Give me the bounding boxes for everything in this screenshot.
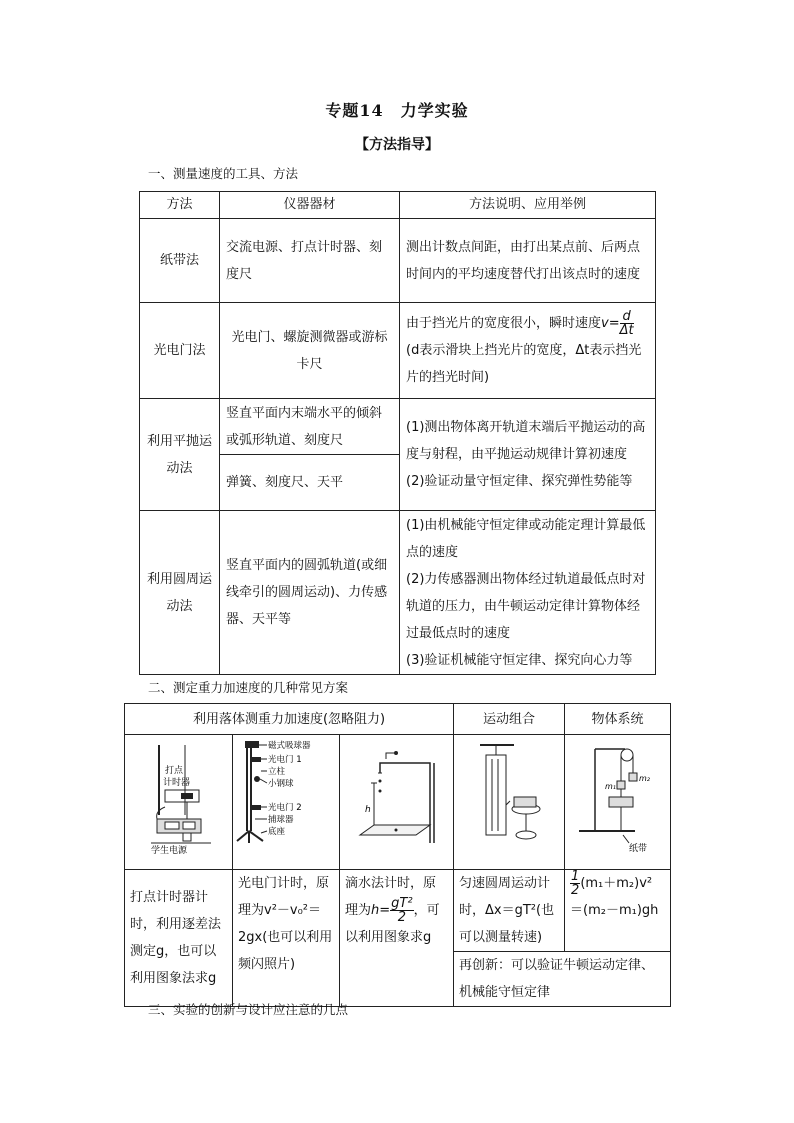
header-motion-combo: 运动组合 <box>454 704 565 735</box>
section-1-heading: 一、测量速度的工具、方法 <box>148 166 299 181</box>
table-row <box>140 303 656 399</box>
fraction: $\frac{d}{\Delta t}$ <box>619 309 634 338</box>
table-row <box>140 399 656 455</box>
equipment-cell: 光电门、螺旋测微器或游标卡尺 <box>220 303 400 399</box>
velocity-methods-table <box>139 191 656 675</box>
description-cell: (1)由机械能守恒定律或动能定理计算最低点的速度 (2)力传感器测出物体经过轨道最低点时对轨道的压力，由牛顿运动定律计算物体经过最低点时的速度 (3)验证机械能守恒定律、探究向心力等 <box>400 511 656 675</box>
label-ball-catcher: 捕球器 <box>268 815 294 825</box>
scheme-desc-system: $\frac{1}{2}$ (m₁＋m₂)v²＝(m₂－m₁)gh <box>565 870 671 952</box>
header-object-system: 物体系统 <box>565 704 671 735</box>
label-m2: m₂ <box>639 774 651 783</box>
ticker-timer-diagram <box>125 735 233 870</box>
method-cell: 光电门法 <box>140 303 220 399</box>
section-3-heading: 三、实验的创新与设计应注意的几点 <box>148 1002 349 1017</box>
label-steel-ball: 小钢球 <box>268 779 294 789</box>
photogate-diagram <box>233 735 340 870</box>
label-paper-tape: 纸带 <box>629 844 648 854</box>
water-drop-diagram <box>340 735 454 870</box>
page-title: 专题14 力学实验 <box>325 101 469 120</box>
section-subtitle: 【方法指导】 <box>355 137 439 153</box>
equipment-cell: 竖直平面内的圆弧轨道(或细线牵引的圆周运动)、力传感器、天平等 <box>220 511 400 675</box>
table-header-row <box>125 704 671 735</box>
header-description: 方法说明、应用举例 <box>400 192 656 219</box>
method-cell: 纸带法 <box>140 219 220 303</box>
table-header-row <box>140 192 656 219</box>
innovation-note: 再创新：可以验证牛顿运动定律、机械能守恒定律 <box>454 952 671 1007</box>
description-cell: 测出计数点间距，由打出某点前、后两点时间内的平均速度替代打出该点时的速度 <box>400 219 656 303</box>
label-magnetic-holder: 磁式吸球器 <box>268 741 311 751</box>
label-column: 立柱 <box>268 767 286 777</box>
section-2-heading: 二、测定重力加速度的几种常见方案 <box>148 680 349 695</box>
table-row <box>125 870 671 952</box>
scheme-desc-water-drop: 滴水法计时，原理为h= $\frac{\text{gT²}}{2}$ ，可以利用图象求g <box>340 870 454 1007</box>
atwood-machine-diagram <box>565 735 671 870</box>
fraction: $\frac{1}{2}$ <box>571 869 580 898</box>
equipment-cell: 竖直平面内末端水平的倾斜或弧形轨道、刻度尺 <box>220 399 400 455</box>
label-photogate-2: 光电门 2 <box>268 803 302 813</box>
label-ticker: 打点 <box>165 766 184 776</box>
gravity-schemes-table <box>124 703 671 1007</box>
label-base: 底座 <box>268 827 286 837</box>
scheme-desc-circular: 匀速圆周运动计时，Δx＝gT²(也可以测量转速) <box>454 870 565 952</box>
method-cell: 利用圆周运动法 <box>140 511 220 675</box>
label-power-source: 学生电源 <box>151 846 188 856</box>
label-photogate-1: 光电门 1 <box>268 755 302 765</box>
equipment-cell: 交流电源、打点计时器、刻度尺 <box>220 219 400 303</box>
fraction: $\frac{\text{gT²}}{2}$ <box>391 896 413 925</box>
scheme-desc-photogate: 光电门计时，原理为v²－v₀²＝2gx(也可以利用频闪照片) <box>233 870 340 1007</box>
description-cell: (1)测出物体离开轨道末端后平抛运动的高度与射程，由平抛运动规律计算初速度 (2)验证动量守恒定律、探究弹性势能等 <box>400 399 656 511</box>
table-row <box>140 511 656 675</box>
description-cell: 由于挡光片的宽度很小，瞬时速度v= $\frac{d}{\Delta t}$ (d表示滑块上挡光片的宽度，Δt表示挡光片的挡光时间) <box>400 303 656 399</box>
label-timer: 计时器 <box>163 778 191 788</box>
scheme-desc-ticker: 打点计时器计时，利用逐差法测定g，也可以利用图象法求g <box>125 870 233 1007</box>
equipment-cell: 弹簧、刻度尺、天平 <box>220 455 400 511</box>
rotating-cylinder-diagram <box>454 735 565 870</box>
header-free-fall: 利用落体测重力加速度(忽略阻力) <box>125 704 454 735</box>
method-cell: 利用平抛运动法 <box>140 399 220 511</box>
label-m1: m₁ <box>605 782 617 791</box>
header-method: 方法 <box>140 192 220 219</box>
table-row <box>140 219 656 303</box>
header-equipment: 仪器器材 <box>220 192 400 219</box>
figure-row <box>125 735 671 870</box>
label-height: h <box>365 805 371 815</box>
